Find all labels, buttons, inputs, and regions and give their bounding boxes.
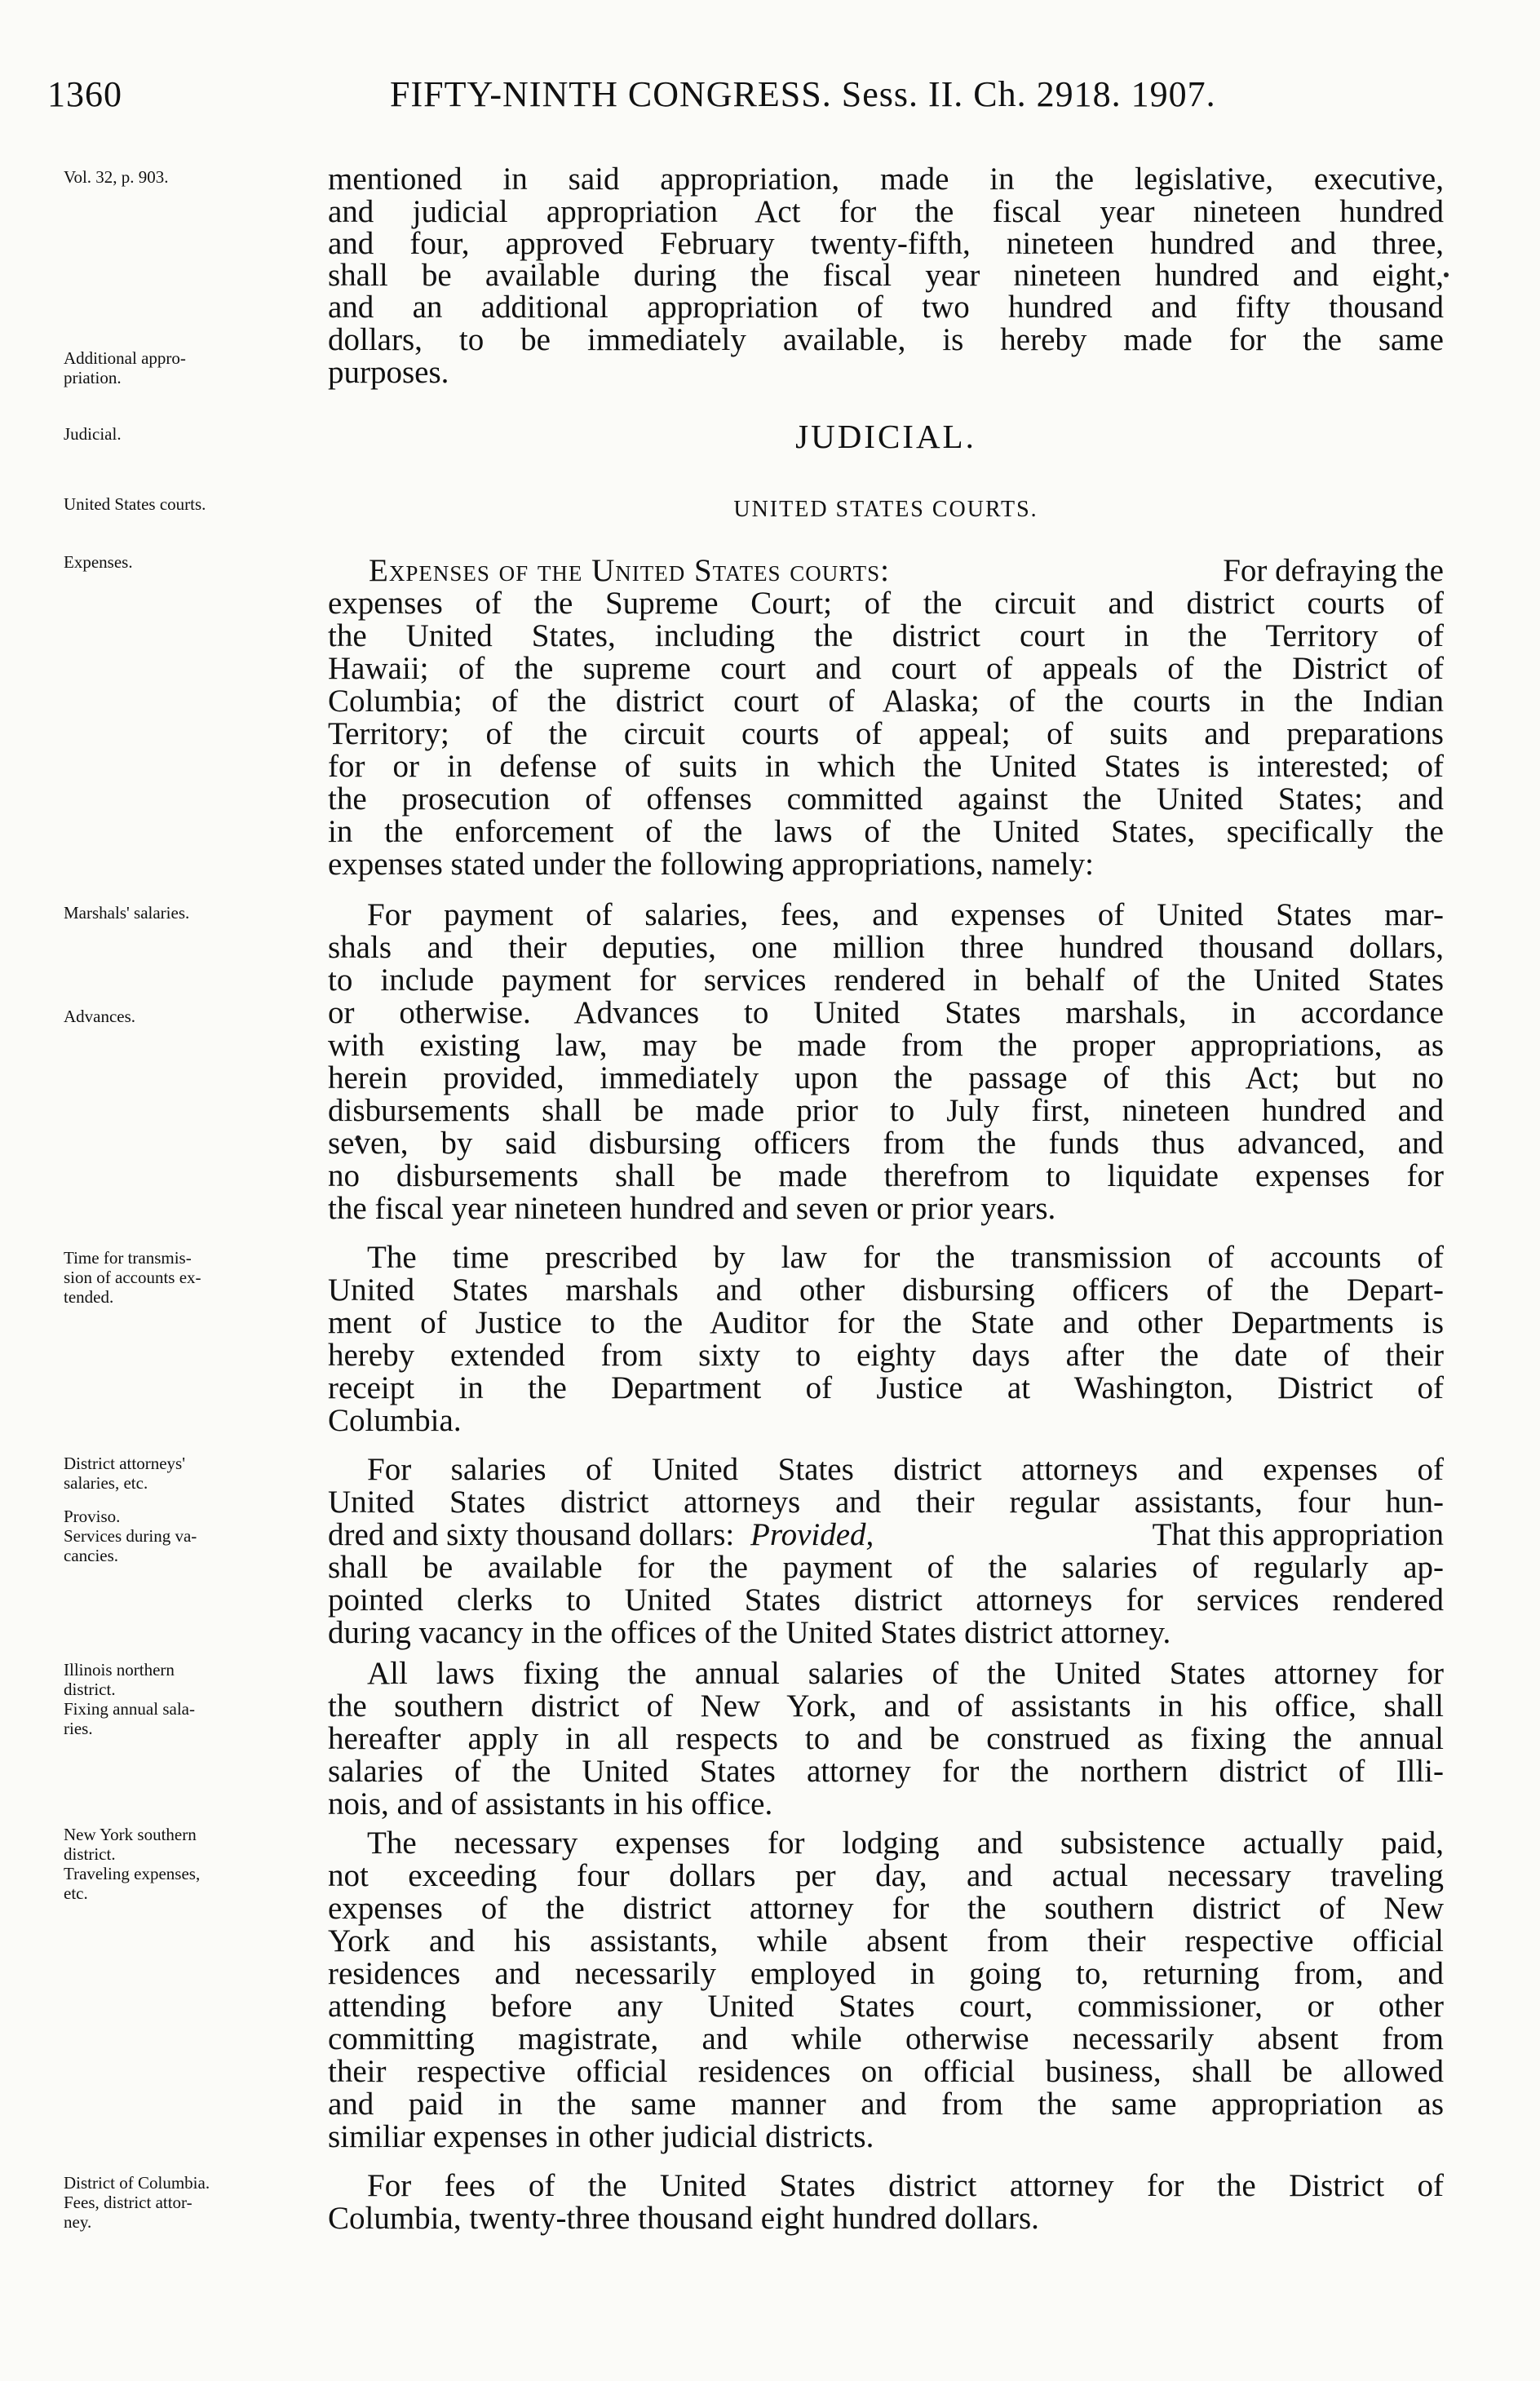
margin-note-illinois-northern-district: Illinois northern district. Fixing annual sala- ries.	[64, 1660, 195, 1738]
text-line: and four, approved February twenty-fifth, nineteen hundred and three,	[328, 226, 1444, 261]
section-heading-judicial: JUDICIAL.	[795, 418, 976, 455]
text-line: Hawaii; of the supreme court and court of appeals of the District of	[328, 651, 1444, 686]
text-line: the prosecution of offenses committed against the United States; and	[328, 781, 1444, 817]
text-line: not exceeding four dollars per day, and actual necessary traveling	[328, 1858, 1444, 1893]
text-line: For salaries of United States district attorneys and expenses of	[367, 1452, 1444, 1487]
text-line: pointed clerks to United States district attorneys for services rendered	[328, 1582, 1444, 1618]
expenses-caption: Expenses of the United States courts:	[369, 553, 891, 588]
text-line: and paid in the same manner and from the same appropriation as	[328, 2087, 1444, 2122]
subheading-united-states-courts: UNITED STATES COURTS.	[733, 497, 1038, 522]
margin-note-judicial: Judicial.	[64, 424, 122, 444]
margin-note-district-attorneys-salaries: District attorneys' salaries, etc.	[64, 1454, 185, 1493]
text-line: expenses of the district attorney for the southern district of New	[328, 1891, 1444, 1926]
margin-note-united-states-courts: United States courts.	[64, 494, 206, 514]
text-line: The necessary expenses for lodging and subsistence actually paid,	[367, 1826, 1444, 1861]
text-line: expenses of the Supreme Court; of the circuit and district courts of	[328, 586, 1444, 621]
margin-note-expenses: Expenses.	[64, 552, 133, 572]
text-line: seven, by said disbursing officers from the funds thus advanced, and	[328, 1126, 1444, 1161]
text-line: with existing law, may be made from the proper appropriations, as	[328, 1028, 1444, 1063]
text-line: United States district attorneys and their regular assistants, four hun-	[328, 1485, 1444, 1520]
text-line: hereby extended from sixty to eighty days after the date of their	[328, 1338, 1444, 1373]
text-line: All laws fixing the annual salaries of the United States attorney for	[367, 1656, 1444, 1691]
text-line: United States marshals and other disbursing officers of the Depart-	[328, 1272, 1444, 1308]
text-line: ment of Justice to the Auditor for the State and other Departments is	[328, 1305, 1444, 1340]
text-line: and judicial appropriation Act for the fiscal year nineteen hundred	[328, 194, 1444, 229]
text-line: the southern district of New York, and of assistants in his office, shall	[328, 1688, 1444, 1724]
text-line: purposes.	[328, 355, 449, 390]
text-line-fragment: That this appropriation	[1152, 1517, 1444, 1552]
text-line: their respective official residences on official business, shall be allowed	[328, 2054, 1444, 2089]
text-line: no disbursements shall be made therefrom to liquidate expenses for	[328, 1158, 1444, 1193]
text-line: For fees of the United States district attorney for the District of	[367, 2168, 1444, 2203]
margin-note-marshals-salaries: Marshals' salaries.	[64, 903, 190, 923]
text-line: salaries of the United States attorney for the northern district of Illi-	[328, 1754, 1444, 1789]
text-line: nois, and of assistants in his office.	[328, 1786, 773, 1821]
text-line: hereafter apply in all respects to and be construed as fixing the annual	[328, 1721, 1444, 1756]
text-line: or otherwise. Advances to United States marshals, in accordance	[328, 995, 1444, 1030]
margin-note-proviso: Proviso. Services during va- cancies.	[64, 1507, 197, 1565]
text-line: disbursements shall be made prior to July first, nineteen hundred and	[328, 1093, 1444, 1128]
text-line: expenses stated under the following appropriations, namely:	[328, 847, 1095, 882]
text-line: The time prescribed by law for the transmission of accounts of	[367, 1240, 1444, 1275]
text-line: For payment of salaries, fees, and expenses of United States mar-	[367, 897, 1444, 932]
stray-print-mark	[1444, 272, 1449, 277]
text-line: Columbia.	[328, 1403, 462, 1438]
text-line: Territory; of the circuit courts of appeal; of suits and preparations	[328, 716, 1444, 751]
margin-note-advances: Advances.	[64, 1007, 136, 1026]
text-line: residences and necessarily employed in going to, returning from, and	[328, 1956, 1444, 1991]
text-line: similiar expenses in other judicial districts.	[328, 2119, 874, 2154]
text-line-fragment: dred and sixty thousand dollars:	[328, 1517, 735, 1552]
text-line: to include payment for services rendered in behalf of the United States	[328, 963, 1444, 998]
text-line: Columbia; of the district court of Alaska; of the courts in the Indian	[328, 684, 1444, 719]
text-line-proviso	[328, 1519, 1444, 1551]
text-line: attending before any United States court, commissioner, or other	[328, 1989, 1444, 2024]
text-line: receipt in the Department of Justice at Washington, District of	[328, 1370, 1444, 1405]
margin-note-district-of-columbia: District of Columbia. Fees, district attor- ney.	[64, 2173, 210, 2232]
text-line: in the enforcement of the laws of the United States, specifically the	[328, 814, 1444, 849]
text-line: herein provided, immediately upon the passage of this Act; but no	[328, 1060, 1444, 1095]
text-line: during vacancy in the offices of the United States district attorney.	[328, 1615, 1171, 1650]
text-line: and an additional appropriation of two hundred and fifty thousand	[328, 290, 1444, 325]
text-line: the United States, including the district court in the Territory of	[328, 618, 1444, 653]
page-number: 1360	[47, 74, 122, 114]
proviso-keyword: Provided,	[750, 1517, 874, 1552]
text-line: committing magistrate, and while otherwise necessarily absent from	[328, 2021, 1444, 2056]
text-line: shals and their deputies, one million three hundred thousand dollars,	[328, 930, 1444, 965]
text-line: mentioned in said appropriation, made in the legislative, executive,	[328, 162, 1444, 197]
text-line: the fiscal year nineteen hundred and seven or prior years.	[328, 1191, 1056, 1226]
text-line: shall be available during the fiscal year nineteen hundred and eight,	[328, 258, 1444, 293]
text-line-fragment: For defraying the	[1223, 553, 1444, 588]
margin-note-additional-appropriation: Additional appro- priation.	[64, 348, 186, 387]
running-head: FIFTY-NINTH CONGRESS. Sess. II. Ch. 2918. 1907.	[390, 74, 1216, 114]
margin-note-new-york-southern-district: New York southern district. Traveling expenses, etc.	[64, 1825, 201, 1903]
text-line: for or in defense of suits in which the United States is interested; of	[328, 749, 1444, 784]
margin-note-volume-ref: Vol. 32, p. 903.	[64, 167, 169, 187]
text-line: Columbia, twenty-three thousand eight hundred dollars.	[328, 2201, 1039, 2236]
text-line: dollars, to be immediately available, is hereby made for the same	[328, 322, 1444, 357]
text-line-expenses-opening	[328, 555, 1444, 587]
text-line: York and his assistants, while absent from their respective official	[328, 1923, 1444, 1958]
text-line: shall be available for the payment of the salaries of regularly ap-	[328, 1550, 1444, 1585]
margin-note-time-for-transmission: Time for transmis- sion of accounts ex- tended.	[64, 1248, 201, 1307]
